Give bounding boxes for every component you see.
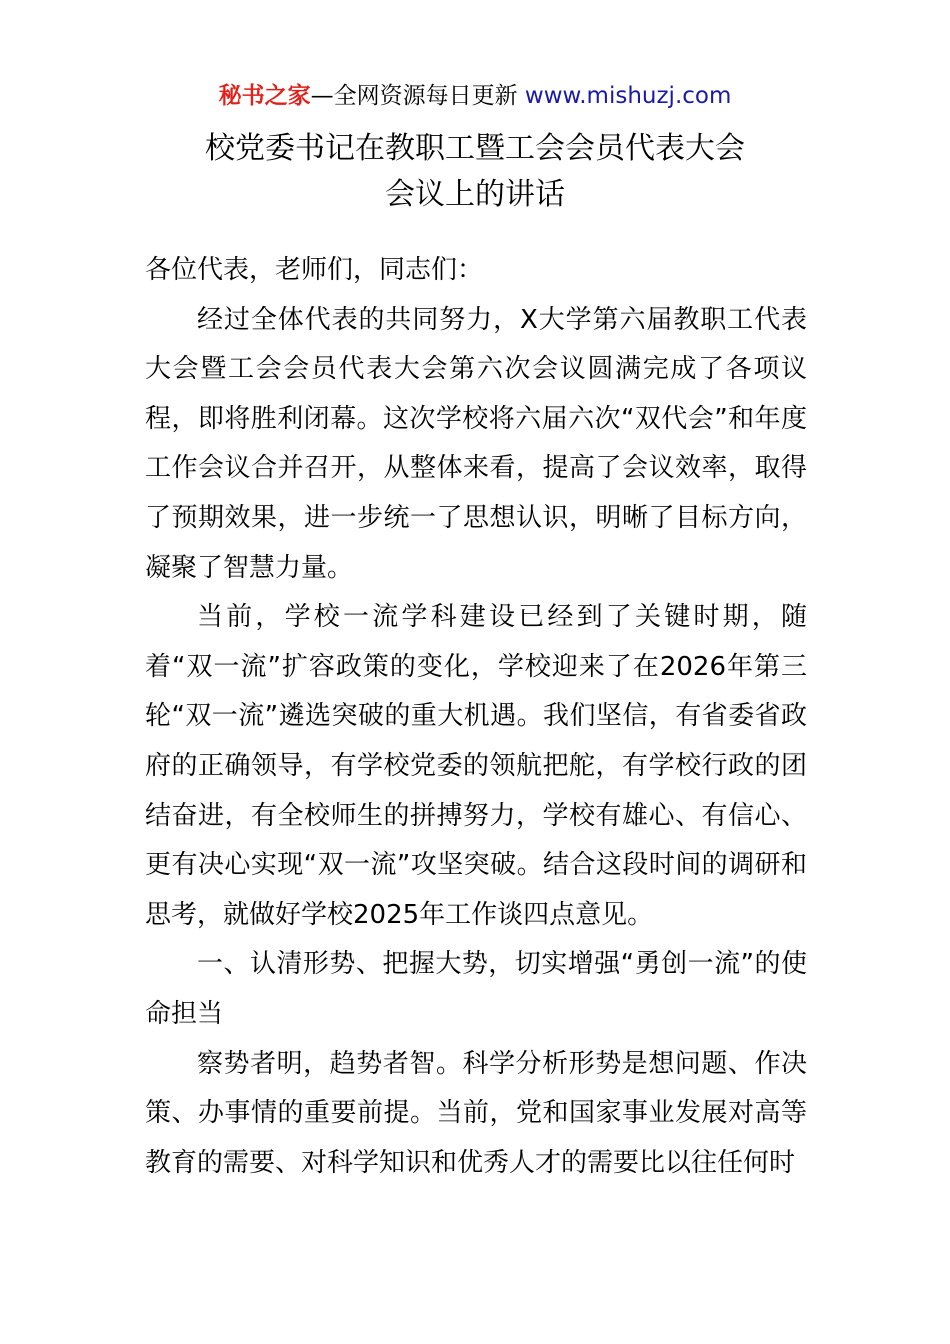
paragraph-3: 察势者明，趋势者智。科学分析形势是想问题、作决策、办事情的重要前提。当前，党和国家事业发展对高等教育的需要、对科学知识和优秀人才的需要比以往任何时 [145,1048,807,1178]
document-body [145,246,807,1188]
site-url-link[interactable]: www.mishuzj.com [524,83,732,109]
title-line-1: 校党委书记在教职工暨工会会员代表大会 [205,131,745,166]
salutation: 各位代表，老师们，同志们： [145,255,484,285]
page-header [0,80,950,112]
brand-name: 秘书之家 [218,83,311,109]
paragraph-2: 当前，学校一流学科建设已经到了关键时期，随着“双一流”扩容政策的变化，学校迎来了在2026年第三轮“双一流”遴选突破的重大机遇。我们坚信，有省委省政府的正确领导，有学校党委的领航把舵，有学校行政的团结奋进，有全校师生的拼搏努力，学校有雄心、有信心、更有决心实现“双一流”攻坚突破。结合这段时间的调研和思考，就做好学校2025年工作谈四点意见。 [145,602,807,930]
header-tagline: —全网资源每日更新 [310,83,525,109]
section-heading-1: 一、认清形势、把握大势，切实增强“勇创一流”的使命担当 [145,949,807,1029]
title-line-2: 会议上的讲话 [385,177,565,212]
document-title [0,126,950,218]
paragraph-1: 经过全体代表的共同努力，X大学第六届教职工代表大会暨工会会员代表大会第六次会议圆满完成了各项议程，即将胜利闭幕。这次学校将六届六次“双代会”和年度工作会议合并召开，从整体来看，提高了会议效率，取得了预期效果，进一步统一了思想认识，明晰了目标方向，凝聚了智慧力量。 [145,304,807,583]
